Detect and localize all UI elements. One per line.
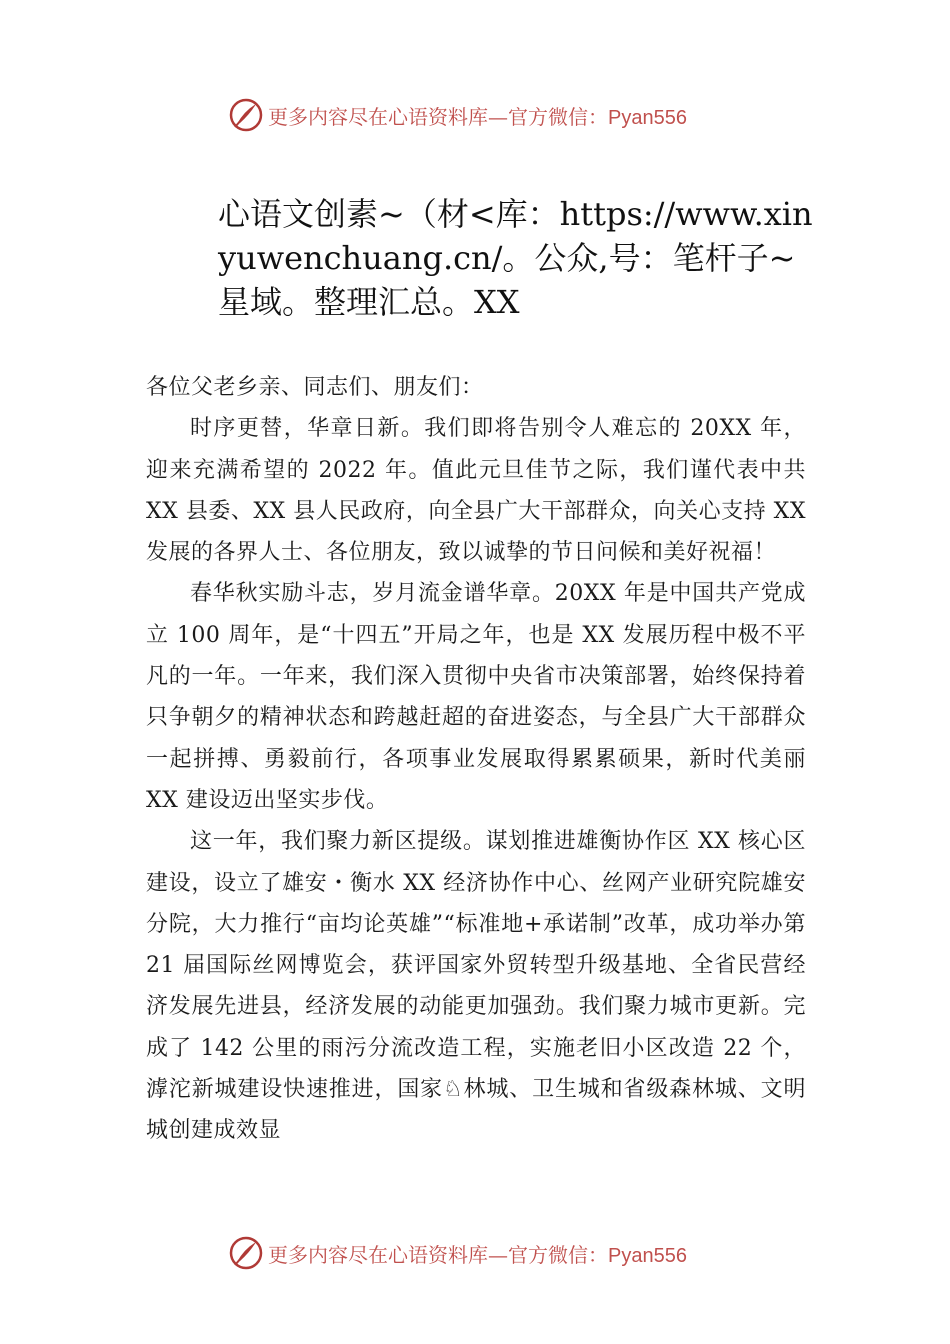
document-body — [146, 367, 806, 1152]
banner-text: 更多内容尽在心语资料库—官方微信：Pyan556 — [268, 1242, 687, 1267]
quill-logo-icon — [228, 97, 264, 133]
header-banner — [228, 95, 687, 135]
paragraph: 这一年，我们聚力新区提级。谋划推进雄衡协作区 XX 核心区建设，设立了雄安・衡水 XX 经济协作中心、丝网产业研究院雄安分院，大力推行“亩均论英雄”“标准地+承诺制”改革，成功举办第 21 届国际丝网博览会，获评国家外贸转型升级基地、全省民营经济发展先进县，经济发展的动能更加强劲。我们聚力城市更新。完成了 142 公里的雨污分流改造工程，实施老旧小区改造 22 个，滹沱新城建设快速推进，国家♘林城、卫生城和省级森林城、文明城创建成效显 — [146, 829, 806, 1144]
quill-logo-icon — [228, 1235, 264, 1271]
banner-text: 更多内容尽在心语资料库—官方微信：Pyan556 — [268, 104, 687, 129]
paragraph: 春华秋实励斗志，岁月流金谱华章。20XX 年是中国共产党成立 100 周年，是“十四五”开局之年，也是 XX 发展历程中极不平凡的一年。一年来，我们深入贯彻中央省市决策部署，始终保持着只争朝夕的精神状态和跨越赶超的奋进姿态，与全县广大干部群众一起拼搏、勇毅前行，各项事业发展取得累累硕果，新时代美丽 XX 建设迈出坚实步伐。 — [146, 581, 806, 813]
document-title: 心语文创素~（材<库：https://www.xinyuwenchuang.cn/。公众,号：笔杆子~星域。整理汇总。XX — [218, 195, 813, 321]
footer-banner — [228, 1233, 687, 1273]
paragraph: 时序更替，华章日新。我们即将告别令人难忘的 20XX 年，迎来充满希望的 2022 年。值此元旦佳节之际，我们谨代表中共 XX 县委、XX 县人民政府，向全县广大干部群众，向关心支持 XX 发展的各界人士、各位朋友，致以诚挚的节日问候和美好祝福！ — [146, 416, 806, 566]
salutation: 各位父老乡亲、同志们、朋友们： — [146, 375, 484, 400]
